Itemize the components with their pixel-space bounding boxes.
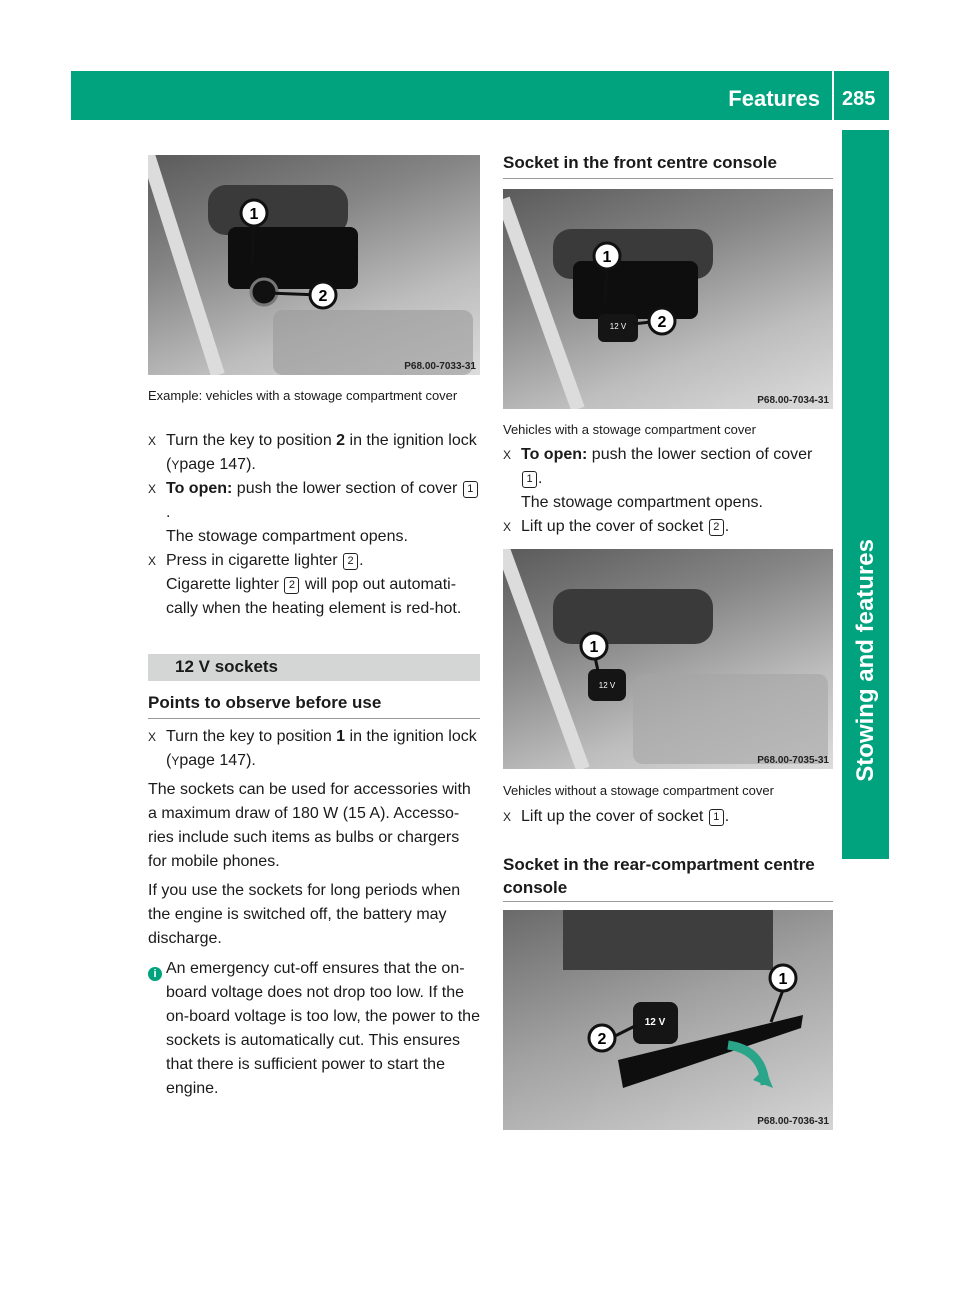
callout-2-icon: 2 — [343, 553, 358, 570]
step-turn-key-1: X Turn the key to position 1 in the ignition lock (Ypage 147). — [148, 725, 480, 773]
photo-2-code: P68.00-7034-31 — [757, 395, 829, 406]
callout-2-icon: 2 — [284, 577, 299, 594]
steps-block-1 — [148, 429, 480, 621]
console-illustration-1 — [148, 155, 480, 375]
subsection-rule — [148, 718, 480, 719]
chapter-title: Features — [728, 86, 820, 111]
caption-1: Example: vehicles with a stowage compartment cover — [148, 388, 458, 403]
callout-1-icon: 1 — [522, 471, 537, 488]
page-ref-link[interactable]: page 147 — [179, 456, 247, 473]
header-divider — [832, 71, 834, 120]
step-press-lighter: X Press in cigarette lighter 2 . Cigarette lighter 2 will pop out automati-cally when the heating element is red-hot. — [148, 549, 480, 621]
caption-3: Vehicles without a stowage compartment cover — [503, 783, 774, 798]
step-arrow-icon: X — [148, 434, 157, 448]
photo-1-code: P68.00-7033-31 — [404, 361, 476, 372]
step-lift-socket-1: X Lift up the cover of socket 1 . — [503, 805, 833, 829]
body-block-2 — [148, 725, 480, 1101]
step-turn-key-2: X Turn the key to position 2 in the ignition lock (Ypage 147). — [148, 429, 480, 477]
photo-3-callout-1: 1 — [589, 639, 599, 656]
page-ref-icon: Y — [171, 754, 180, 768]
steps-block-2 — [503, 443, 833, 539]
photo-4-code: P68.00-7036-31 — [757, 1116, 829, 1127]
console-illustration-2 — [503, 189, 833, 409]
console-photo-2 — [503, 189, 833, 409]
socket-label: 12 V — [598, 681, 616, 690]
console-illustration-4 — [503, 910, 833, 1130]
console-illustration-3 — [503, 549, 833, 769]
step-arrow-icon: X — [503, 810, 512, 824]
photo-2-callout-2: 2 — [657, 314, 667, 331]
heading-front-console: Socket in the front centre console — [503, 153, 777, 172]
photo-3-code: P68.00-7035-31 — [757, 755, 829, 766]
callout-1-icon: 1 — [709, 809, 724, 826]
heading-rule-1 — [503, 178, 833, 179]
photo-2-callout-1: 1 — [602, 249, 612, 266]
steps-block-3 — [503, 805, 833, 829]
paragraph-battery: If you use the sockets for long periods when the engine is switched off, the battery may discharge. — [148, 882, 461, 947]
heading-rule-2 — [503, 901, 833, 902]
step-arrow-icon: X — [503, 520, 512, 534]
step-arrow-icon: X — [148, 554, 157, 568]
step-arrow-icon: X — [503, 448, 512, 462]
photo-4-callout-2: 2 — [597, 1031, 607, 1048]
page-number: 285 — [842, 88, 876, 110]
step-open-cover: X To open: push the lower section of cover 1. The stowage compartment opens. — [148, 477, 480, 549]
step-open-cover: X To open: push the lower section of cover 1 . The stowage compartment opens. — [503, 443, 833, 515]
paragraph-max-draw: The sockets can be used for accessories with a maximum draw of 180 W (15 A). Accesso-ries include such items as bulbs or chargers for mobile phones. — [148, 781, 471, 870]
side-tab-label: Stowing and features — [851, 539, 879, 782]
info-icon: i — [148, 967, 162, 981]
callout-2-icon: 2 — [709, 519, 724, 536]
step-arrow-icon: X — [148, 482, 157, 496]
step-arrow-icon: X — [148, 730, 157, 744]
callout-1-icon: 1 — [463, 481, 478, 498]
socket-label: 12 V — [644, 1017, 666, 1028]
heading-rear-console: Socket in the rear-compartment centre console — [503, 855, 815, 897]
photo-4-callout-1: 1 — [778, 971, 788, 988]
section-title: 12 V sockets — [175, 657, 279, 676]
caption-2: Vehicles with a stowage compartment cover — [503, 422, 756, 437]
socket-label: 12 V — [609, 322, 627, 331]
info-text: An emergency cut-off ensures that the on-board voltage does not drop too low. If the on-board voltage is too low, the power to the sockets is automatically cut. This ensures that there is sufficient power to start the engine. — [166, 960, 480, 1097]
step-lift-socket-2: X Lift up the cover of socket 2 . — [503, 515, 833, 539]
page-ref-icon: Y — [171, 458, 180, 472]
step-result: The stowage compartment opens. — [166, 528, 408, 545]
info-note — [148, 957, 480, 1101]
console-photo-4 — [503, 910, 833, 1130]
step-result: The stowage compartment opens. — [521, 494, 763, 511]
photo-1-callout-2: 2 — [318, 288, 328, 305]
console-photo-3 — [503, 549, 833, 769]
side-tab-label-wrap — [842, 130, 889, 812]
photo-1-callout-1: 1 — [249, 206, 259, 223]
page-ref-link[interactable]: page 147 — [179, 752, 247, 769]
console-photo-1 — [148, 155, 480, 375]
side-tab-marker — [842, 812, 889, 859]
subsection-title: Points to observe before use — [148, 693, 382, 712]
